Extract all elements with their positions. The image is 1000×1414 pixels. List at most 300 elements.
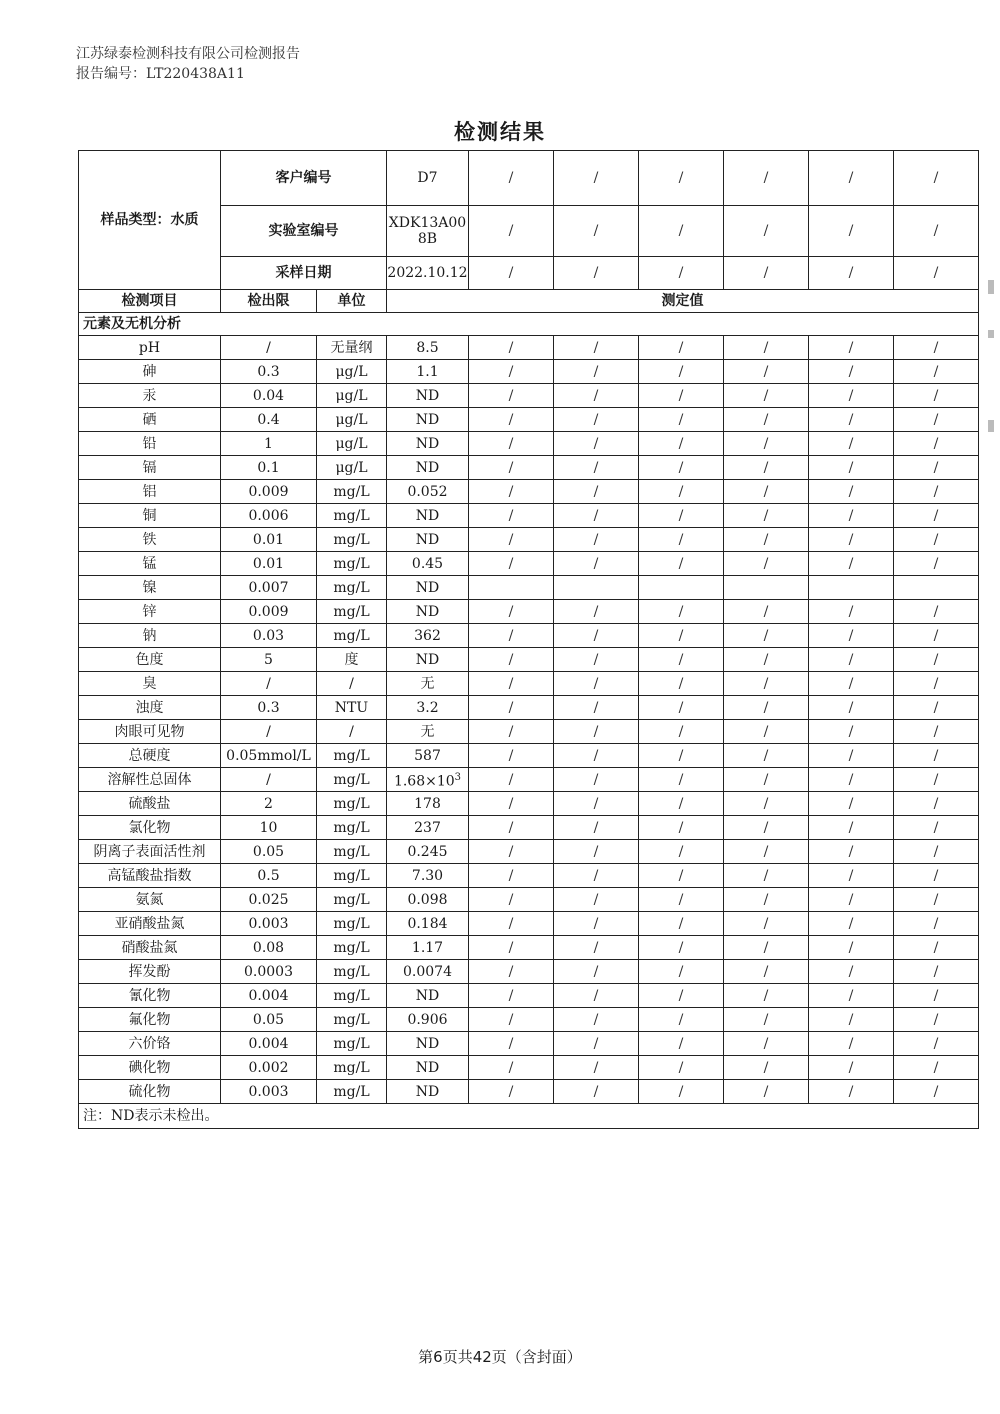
detection-limit: 0.025 — [221, 888, 317, 912]
measured-value-text: ND — [415, 603, 440, 620]
table-row — [79, 888, 979, 912]
slash-cell: / — [469, 960, 554, 984]
slash-cell: / — [809, 408, 894, 432]
slash-cell: / — [554, 792, 639, 816]
measured-value — [387, 696, 469, 720]
slash-cell: / — [469, 432, 554, 456]
note-text: 注：ND表示未检出。 — [79, 1104, 979, 1129]
measured-value-text: 1.68×10 — [393, 773, 455, 790]
measured-value-text: ND — [415, 459, 440, 476]
slash-cell: / — [809, 206, 894, 257]
table-row — [79, 768, 979, 792]
detection-limit: 0.01 — [221, 552, 317, 576]
item-name: 硫化物 — [79, 1080, 221, 1104]
slash-cell: / — [469, 336, 554, 360]
slash-cell: / — [724, 432, 809, 456]
detection-limit: 0.1 — [221, 456, 317, 480]
slash-cell: / — [724, 151, 809, 206]
slash-cell: / — [809, 816, 894, 840]
slash-cell: / — [639, 984, 724, 1008]
slash-cell: / — [639, 257, 724, 290]
slash-cell: / — [724, 672, 809, 696]
slash-cell: / — [809, 696, 894, 720]
slash-cell: / — [639, 792, 724, 816]
detection-limit: 0.0003 — [221, 960, 317, 984]
measured-value — [387, 576, 469, 600]
item-name: 铝 — [79, 480, 221, 504]
slash-cell: / — [894, 480, 979, 504]
item-name: 浊度 — [79, 696, 221, 720]
measured-value-text: ND — [415, 987, 440, 1004]
slash-cell: / — [724, 984, 809, 1008]
slash-cell: / — [554, 480, 639, 504]
slash-cell: / — [639, 864, 724, 888]
slash-cell: / — [724, 720, 809, 744]
unit: NTU — [317, 696, 387, 720]
lab-no-value: XDK13A008B — [387, 206, 469, 257]
table-row — [79, 984, 979, 1008]
slash-cell: / — [639, 1008, 724, 1032]
slash-cell: / — [469, 600, 554, 624]
slash-cell: / — [639, 151, 724, 206]
slash-cell: / — [894, 984, 979, 1008]
slash-cell: / — [894, 600, 979, 624]
measured-value — [387, 1008, 469, 1032]
slash-cell: / — [639, 600, 724, 624]
table-row — [79, 744, 979, 768]
measured-value — [387, 528, 469, 552]
detection-limit: 0.5 — [221, 864, 317, 888]
slash-cell: / — [894, 768, 979, 792]
slash-cell: / — [724, 792, 809, 816]
detection-limit: 0.03 — [221, 624, 317, 648]
slash-cell: / — [724, 360, 809, 384]
slash-cell: / — [894, 696, 979, 720]
slash-cell: / — [809, 552, 894, 576]
detection-limit: 0.05mmol/L — [221, 744, 317, 768]
slash-cell: / — [894, 151, 979, 206]
slash-cell: / — [469, 504, 554, 528]
col-header-unit: 单位 — [317, 290, 387, 313]
slash-cell: / — [639, 768, 724, 792]
slash-cell: / — [639, 552, 724, 576]
slash-cell: / — [469, 768, 554, 792]
detection-limit: 0.004 — [221, 984, 317, 1008]
slash-cell: / — [469, 206, 554, 257]
measured-value-text: ND — [415, 1059, 440, 1076]
slash-cell: / — [894, 960, 979, 984]
item-name: 硝酸盐氮 — [79, 936, 221, 960]
item-name: 臭 — [79, 672, 221, 696]
item-name: 氯化物 — [79, 816, 221, 840]
slash-cell: / — [554, 1032, 639, 1056]
slash-cell: / — [554, 840, 639, 864]
detection-limit: / — [221, 720, 317, 744]
slash-cell: / — [809, 1056, 894, 1080]
slash-cell: / — [724, 336, 809, 360]
table-row — [79, 912, 979, 936]
measured-value — [387, 672, 469, 696]
detection-limit: 10 — [221, 816, 317, 840]
slash-cell: / — [894, 744, 979, 768]
slash-cell: / — [724, 624, 809, 648]
measured-value-text: 无 — [420, 675, 435, 692]
detection-limit: 0.004 — [221, 1032, 317, 1056]
slash-cell: / — [554, 600, 639, 624]
table-row — [79, 456, 979, 480]
slash-cell: / — [469, 792, 554, 816]
slash-cell: / — [809, 888, 894, 912]
measured-value-text: 8.5 — [416, 339, 439, 356]
slash-cell: / — [554, 936, 639, 960]
measured-value — [387, 864, 469, 888]
slash-cell: / — [894, 624, 979, 648]
section-title: 元素及无机分析 — [79, 313, 979, 336]
slash-cell: / — [894, 257, 979, 290]
unit: mg/L — [317, 1008, 387, 1032]
slash-cell: / — [809, 984, 894, 1008]
slash-cell: / — [724, 840, 809, 864]
measured-value — [387, 888, 469, 912]
item-name: 六价铬 — [79, 1032, 221, 1056]
detection-limit: 0.05 — [221, 840, 317, 864]
measured-value-text: ND — [415, 1083, 440, 1100]
slash-cell: / — [554, 206, 639, 257]
slash-cell: / — [554, 624, 639, 648]
slash-cell: / — [894, 408, 979, 432]
exponent: 3 — [454, 771, 462, 783]
detection-limit: 0.003 — [221, 912, 317, 936]
item-name: 碘化物 — [79, 1056, 221, 1080]
slash-cell: / — [469, 984, 554, 1008]
slash-cell: / — [809, 792, 894, 816]
slash-cell — [639, 576, 724, 600]
detection-limit: 0.002 — [221, 1056, 317, 1080]
unit: μg/L — [317, 384, 387, 408]
measured-value — [387, 840, 469, 864]
slash-cell: / — [469, 480, 554, 504]
measured-value-text: ND — [415, 387, 440, 404]
unit: mg/L — [317, 1032, 387, 1056]
item-name: 溶解性总固体 — [79, 768, 221, 792]
measured-value — [387, 504, 469, 528]
table-row — [79, 504, 979, 528]
table-row — [79, 528, 979, 552]
slash-cell: / — [809, 151, 894, 206]
item-name: 硒 — [79, 408, 221, 432]
slash-cell: / — [809, 336, 894, 360]
measured-value — [387, 336, 469, 360]
col-header-value: 测定值 — [387, 290, 979, 313]
slash-cell: / — [894, 864, 979, 888]
slash-cell: / — [554, 552, 639, 576]
slash-cell: / — [469, 528, 554, 552]
measured-value-text: 0.245 — [407, 843, 448, 860]
slash-cell: / — [894, 720, 979, 744]
measured-value — [387, 1080, 469, 1104]
measured-value-text: 0.052 — [407, 483, 448, 500]
detection-limit: 0.003 — [221, 1080, 317, 1104]
table-row — [79, 960, 979, 984]
table-row — [79, 432, 979, 456]
unit: μg/L — [317, 432, 387, 456]
measured-value-text: 587 — [414, 747, 441, 764]
detection-limit: 0.007 — [221, 576, 317, 600]
slash-cell: / — [724, 816, 809, 840]
unit: mg/L — [317, 1080, 387, 1104]
item-name: 铜 — [79, 504, 221, 528]
item-name: 高锰酸盐指数 — [79, 864, 221, 888]
table-row — [79, 648, 979, 672]
slash-cell: / — [554, 912, 639, 936]
slash-cell: / — [554, 672, 639, 696]
slash-cell: / — [894, 1032, 979, 1056]
measured-value — [387, 936, 469, 960]
slash-cell: / — [639, 408, 724, 432]
slash-cell: / — [809, 1032, 894, 1056]
results-table-wrapper — [78, 150, 978, 1129]
measured-value-text: ND — [415, 579, 440, 596]
measured-value-text: ND — [415, 531, 440, 548]
measured-value — [387, 720, 469, 744]
slash-cell: / — [894, 912, 979, 936]
slash-cell: / — [894, 840, 979, 864]
item-name: 阴离子表面活性剂 — [79, 840, 221, 864]
slash-cell: / — [894, 888, 979, 912]
slash-cell: / — [724, 696, 809, 720]
unit: 度 — [317, 648, 387, 672]
measured-value — [387, 912, 469, 936]
table-row — [79, 816, 979, 840]
column-header-row — [79, 290, 979, 313]
unit: mg/L — [317, 600, 387, 624]
unit: mg/L — [317, 864, 387, 888]
slash-cell: / — [639, 960, 724, 984]
slash-cell: / — [639, 744, 724, 768]
slash-cell: / — [724, 1032, 809, 1056]
unit: / — [317, 672, 387, 696]
slash-cell: / — [639, 1080, 724, 1104]
unit: mg/L — [317, 480, 387, 504]
measured-value-text: 237 — [414, 819, 441, 836]
slash-cell: / — [894, 384, 979, 408]
measured-value — [387, 816, 469, 840]
detection-limit: 0.4 — [221, 408, 317, 432]
scan-edge-mark — [988, 280, 994, 294]
slash-cell: / — [724, 864, 809, 888]
note-row — [79, 1104, 979, 1129]
unit: μg/L — [317, 456, 387, 480]
slash-cell: / — [639, 1032, 724, 1056]
table-row — [79, 792, 979, 816]
slash-cell: / — [809, 432, 894, 456]
company-name: 江苏绿泰检测科技有限公司检测报告 — [76, 46, 300, 62]
measured-value — [387, 984, 469, 1008]
slash-cell: / — [639, 840, 724, 864]
slash-cell: / — [639, 648, 724, 672]
table-row — [79, 408, 979, 432]
unit: μg/L — [317, 360, 387, 384]
item-name: 铁 — [79, 528, 221, 552]
slash-cell: / — [639, 912, 724, 936]
measured-value — [387, 1032, 469, 1056]
slash-cell: / — [809, 768, 894, 792]
measured-value-text: 7.30 — [411, 867, 444, 884]
detection-limit: / — [221, 336, 317, 360]
item-name: 亚硝酸盐氮 — [79, 912, 221, 936]
measured-value-text: 无 — [420, 723, 435, 740]
item-name: pH — [79, 336, 221, 360]
slash-cell: / — [809, 1008, 894, 1032]
report-header — [76, 44, 300, 84]
slash-cell: / — [554, 960, 639, 984]
detection-limit: 0.006 — [221, 504, 317, 528]
slash-cell: / — [809, 1080, 894, 1104]
detection-limit: 0.05 — [221, 1008, 317, 1032]
results-table — [78, 150, 979, 1129]
unit: mg/L — [317, 816, 387, 840]
unit: mg/L — [317, 792, 387, 816]
slash-cell: / — [469, 624, 554, 648]
slash-cell: / — [724, 206, 809, 257]
slash-cell: / — [639, 888, 724, 912]
slash-cell: / — [469, 1056, 554, 1080]
unit: mg/L — [317, 504, 387, 528]
item-name: 锰 — [79, 552, 221, 576]
slash-cell: / — [894, 504, 979, 528]
slash-cell: / — [894, 1056, 979, 1080]
table-row — [79, 360, 979, 384]
slash-cell: / — [469, 744, 554, 768]
slash-cell: / — [724, 480, 809, 504]
item-name: 挥发酚 — [79, 960, 221, 984]
slash-cell: / — [469, 456, 554, 480]
item-name: 氰化物 — [79, 984, 221, 1008]
slash-cell: / — [724, 1008, 809, 1032]
item-name: 镍 — [79, 576, 221, 600]
slash-cell: / — [639, 360, 724, 384]
slash-cell — [554, 576, 639, 600]
slash-cell: / — [809, 912, 894, 936]
scan-edge-mark — [988, 330, 994, 338]
slash-cell: / — [469, 552, 554, 576]
slash-cell: / — [554, 151, 639, 206]
client-no-label: 客户编号 — [221, 151, 387, 206]
measured-value-text: 178 — [414, 795, 441, 812]
slash-cell: / — [809, 936, 894, 960]
item-name: 镉 — [79, 456, 221, 480]
item-name: 氨氮 — [79, 888, 221, 912]
unit: mg/L — [317, 744, 387, 768]
measured-value — [387, 552, 469, 576]
detection-limit: 1 — [221, 432, 317, 456]
slash-cell: / — [809, 624, 894, 648]
slash-cell: / — [639, 504, 724, 528]
slash-cell: / — [894, 816, 979, 840]
slash-cell: / — [724, 1080, 809, 1104]
slash-cell: / — [809, 672, 894, 696]
measured-value — [387, 960, 469, 984]
slash-cell: / — [554, 456, 639, 480]
measured-value-text: 0.184 — [407, 915, 448, 932]
item-name: 钠 — [79, 624, 221, 648]
slash-cell: / — [554, 768, 639, 792]
slash-cell: / — [469, 840, 554, 864]
detection-limit: 0.01 — [221, 528, 317, 552]
slash-cell: / — [554, 504, 639, 528]
item-name: 氟化物 — [79, 1008, 221, 1032]
measured-value-text: 0.906 — [407, 1011, 448, 1028]
section-row — [79, 313, 979, 336]
slash-cell: / — [894, 1080, 979, 1104]
measured-value-text: ND — [415, 411, 440, 428]
slash-cell: / — [724, 960, 809, 984]
measured-value-text: ND — [415, 435, 440, 452]
item-name: 硫酸盐 — [79, 792, 221, 816]
slash-cell: / — [724, 936, 809, 960]
slash-cell: / — [639, 384, 724, 408]
slash-cell: / — [469, 648, 554, 672]
measured-value-text: 1.1 — [416, 363, 439, 380]
measured-value — [387, 408, 469, 432]
slash-cell: / — [724, 648, 809, 672]
measured-value-text: 0.098 — [407, 891, 448, 908]
slash-cell: / — [724, 768, 809, 792]
measured-value — [387, 1056, 469, 1080]
slash-cell: / — [894, 552, 979, 576]
unit: mg/L — [317, 1056, 387, 1080]
slash-cell: / — [809, 528, 894, 552]
slash-cell: / — [894, 206, 979, 257]
item-name: 锌 — [79, 600, 221, 624]
unit: mg/L — [317, 528, 387, 552]
slash-cell: / — [809, 480, 894, 504]
table-row — [79, 864, 979, 888]
item-name: 总硬度 — [79, 744, 221, 768]
slash-cell: / — [469, 1080, 554, 1104]
measured-value — [387, 768, 469, 792]
slash-cell: / — [469, 720, 554, 744]
slash-cell: / — [469, 816, 554, 840]
table-row — [79, 720, 979, 744]
slash-cell: / — [724, 456, 809, 480]
data-rows — [79, 336, 979, 1104]
table-row — [79, 552, 979, 576]
measured-value — [387, 600, 469, 624]
detection-limit: 0.08 — [221, 936, 317, 960]
unit: mg/L — [317, 984, 387, 1008]
measured-value-text: 0.0074 — [403, 963, 452, 980]
table-row — [79, 384, 979, 408]
slash-cell: / — [809, 384, 894, 408]
slash-cell: / — [639, 936, 724, 960]
slash-cell: / — [469, 257, 554, 290]
slash-cell: / — [639, 720, 724, 744]
client-no-row — [79, 151, 979, 206]
slash-cell: / — [554, 360, 639, 384]
slash-cell: / — [554, 1080, 639, 1104]
slash-cell: / — [554, 432, 639, 456]
slash-cell: / — [894, 648, 979, 672]
page-footer: 第6页共42页（含封面） — [418, 1348, 582, 1366]
item-name: 铅 — [79, 432, 221, 456]
unit: mg/L — [317, 768, 387, 792]
measured-value — [387, 456, 469, 480]
slash-cell: / — [554, 984, 639, 1008]
item-name: 汞 — [79, 384, 221, 408]
unit: 无量纲 — [317, 336, 387, 360]
slash-cell: / — [809, 720, 894, 744]
